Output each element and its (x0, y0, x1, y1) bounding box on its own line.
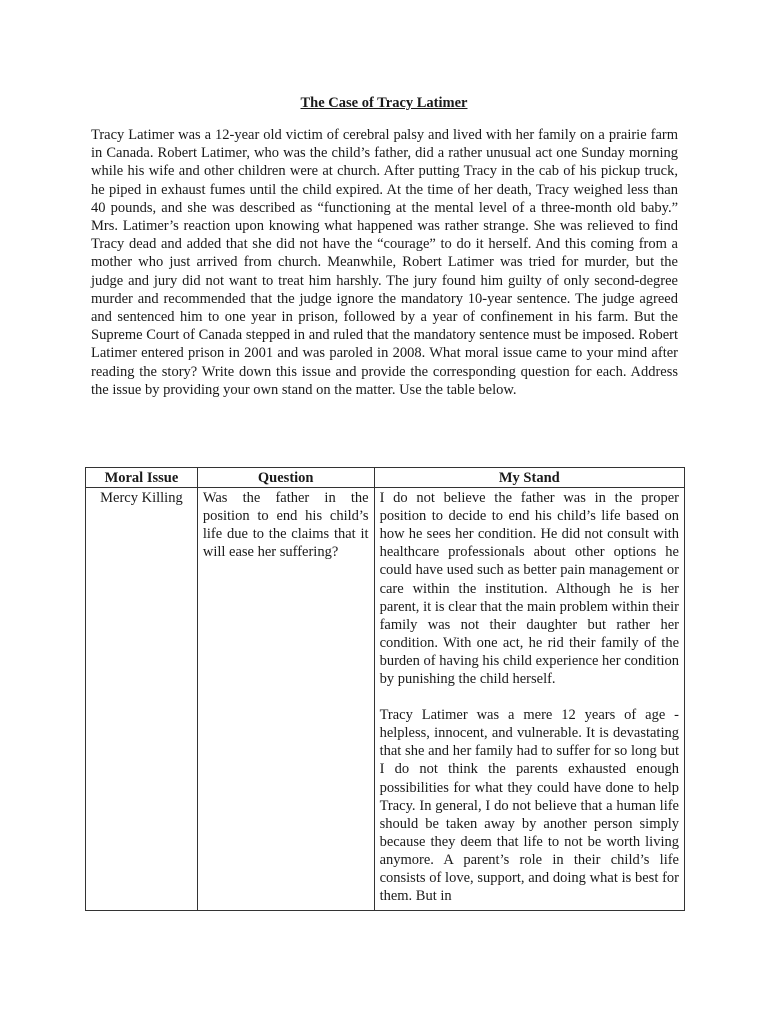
header-my-stand: My Stand (374, 468, 684, 488)
question-cell: Was the father in the position to end his child’s life due to the claims that it will ease her suffering? (197, 488, 374, 911)
my-stand-cell (374, 488, 684, 911)
intro-paragraph: Tracy Latimer was a 12-year old victim of cerebral palsy and lived with her family on a prairie farm in Canada. Robert Latimer, who was the child’s father, did a rather unusual act one Sunday morning while his wife and other children were at church. After putting Tracy in the cab of his pickup truck, he piped in exhaust fumes until the child expired. At the time of her death, Tracy weighed less than 40 pounds, and she was described as “functioning at the mental level of a three-month old baby.” Mrs. Latimer’s reaction upon knowing what happened was rather strange. She was relieved to find Tracy dead and added that she did not have the “courage” to do it herself. And this coming from a mother who just arrived from church. Meanwhile, Robert Latimer was tried for murder, but the judge and jury did not want to treat him harshly. The jury found him guilty of only second-degree murder and recommended that the judge ignore the mandatory 10-year sentence. The judge agreed and sentenced him to one year in prison, followed by a year of confinement in his farm. But the Supreme Court of Canada stepped in and ruled that the mandatory sentence must be imposed. Robert Latimer entered prison in 2001 and was paroled in 2008. What moral issue came to your mind after reading the story? Write down this issue and provide the corresponding question for each. Address the issue by providing your own stand on the matter. Use the table below. (91, 127, 678, 398)
stand-paragraph: Tracy Latimer was a mere 12 years of age - helpless, innocent, and vulnerable. It is devastating that she and her family had to suffer for so long but I do not think the parents exhausted enough possibilities for what they could have done to help Tracy. In general, I do not believe that a human life should be taken away by another person simply because they deem that life to not be worth living anymore. A parent’s role in their child’s life consists of love, support, and doing what is best for them. But in (379, 707, 679, 905)
document-title: The Case of Tracy Latimer (300, 95, 468, 111)
stand-paragraph: I do not believe the father was in the proper position to decide to end his child’s life based on how he sees her condition. He did not consult with healthcare professionals about other options he could have used such as better pain management or care within the institution. Although he is her parent, it is clear that the main problem within their family was not their daughter but rather her condition. With one act, he rid their family of the burden of having his child experience her condition by punishing the child herself. (379, 490, 679, 688)
header-moral-issue: Moral Issue (86, 468, 198, 488)
table-row (86, 488, 685, 911)
moral-issue-table (85, 467, 685, 911)
header-question: Question (197, 468, 374, 488)
moral-issue-cell: Mercy Killing (86, 488, 198, 911)
table-header-row (86, 468, 685, 488)
